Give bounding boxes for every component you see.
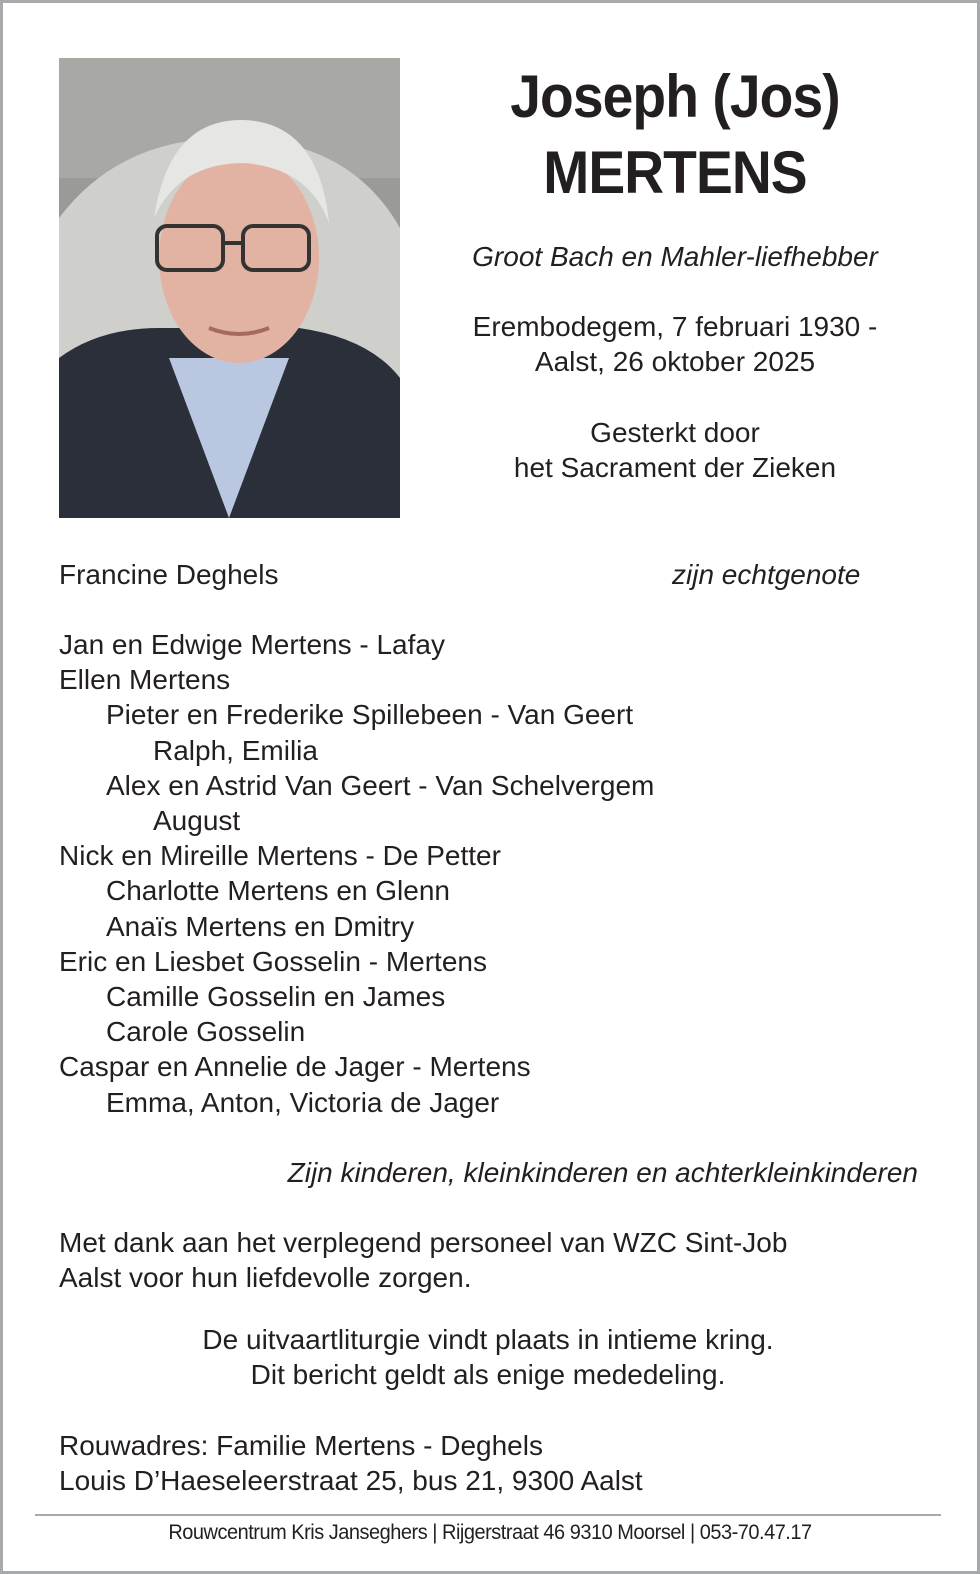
spouse-role: zijn echtgenote — [672, 559, 861, 590]
family-member-line: Eric en Liesbet Gosselin - Mertens — [59, 945, 487, 977]
family-member-line: Ralph, Emilia — [153, 734, 318, 766]
family-member-line: Nick en Mireille Mertens - De Petter — [59, 840, 501, 872]
family-member-line: Camille Gosselin en James — [106, 981, 446, 1012]
deceased-first-name: Joseph (Jos) — [510, 63, 840, 130]
family-member-line: Jan en Edwige Mertens - Lafay — [59, 629, 445, 660]
address-line-2: Louis D’Haeseleerstraat 25, bus 21, 9300 Aalst — [59, 1465, 643, 1496]
thanks-line-2: Aalst voor hun liefdevolle zorgen. — [59, 1262, 472, 1293]
tagline: Groot Bach en Mahler-liefhebber — [472, 241, 878, 272]
sacrament-line-1: Gesterkt door — [590, 417, 760, 448]
deceased-last-name: MERTENS — [543, 139, 807, 206]
address-line-1: Rouwadres: Familie Mertens - Deghels — [59, 1430, 543, 1461]
spouse-name: Francine Deghels — [59, 559, 279, 590]
family-member-line: August — [153, 805, 241, 836]
family-member-line: Ellen Mertens — [59, 664, 231, 696]
family-member-line: Carole Gosselin — [106, 1016, 306, 1048]
footer-divider — [35, 1514, 941, 1516]
birth-line: Erembodegem, 7 februari 1930 - — [472, 311, 878, 342]
family-member-line: Charlotte Mertens en Glenn — [106, 875, 450, 907]
sacrament-line-2: het Sacrament der Zieken — [513, 452, 837, 483]
family-member-line: Caspar en Annelie de Jager - Mertens — [59, 1051, 531, 1083]
thanks-line-1: Met dank aan het verplegend personeel van WZC Sint-Job — [59, 1227, 788, 1258]
family-member-line: Alex en Astrid Van Geert - Van Schelvergem — [106, 769, 655, 801]
death-line: Aalst, 26 oktober 2025 — [534, 346, 816, 377]
family-member-line: Anaïs Mertens en Dmitry — [106, 910, 415, 942]
family-member-line: Pieter en Frederike Spillebeen - Van Geert — [106, 699, 634, 731]
notice-line-1: De uitvaartliturgie vindt plaats in intieme kring. — [202, 1324, 774, 1355]
family-member-line: Emma, Anton, Victoria de Jager — [106, 1086, 500, 1118]
notice-line-2: Dit bericht geldt als enige mededeling. — [250, 1359, 726, 1390]
portrait-photo — [59, 58, 400, 518]
family-caption: Zijn kinderen, kleinkinderen en achterkleinkinderen — [287, 1157, 918, 1188]
footer-funeral-home: Rouwcentrum Kris Janseghers | Rijgerstraat 46 9310 Moorsel | 053-70.47.17 — [168, 1521, 812, 1544]
